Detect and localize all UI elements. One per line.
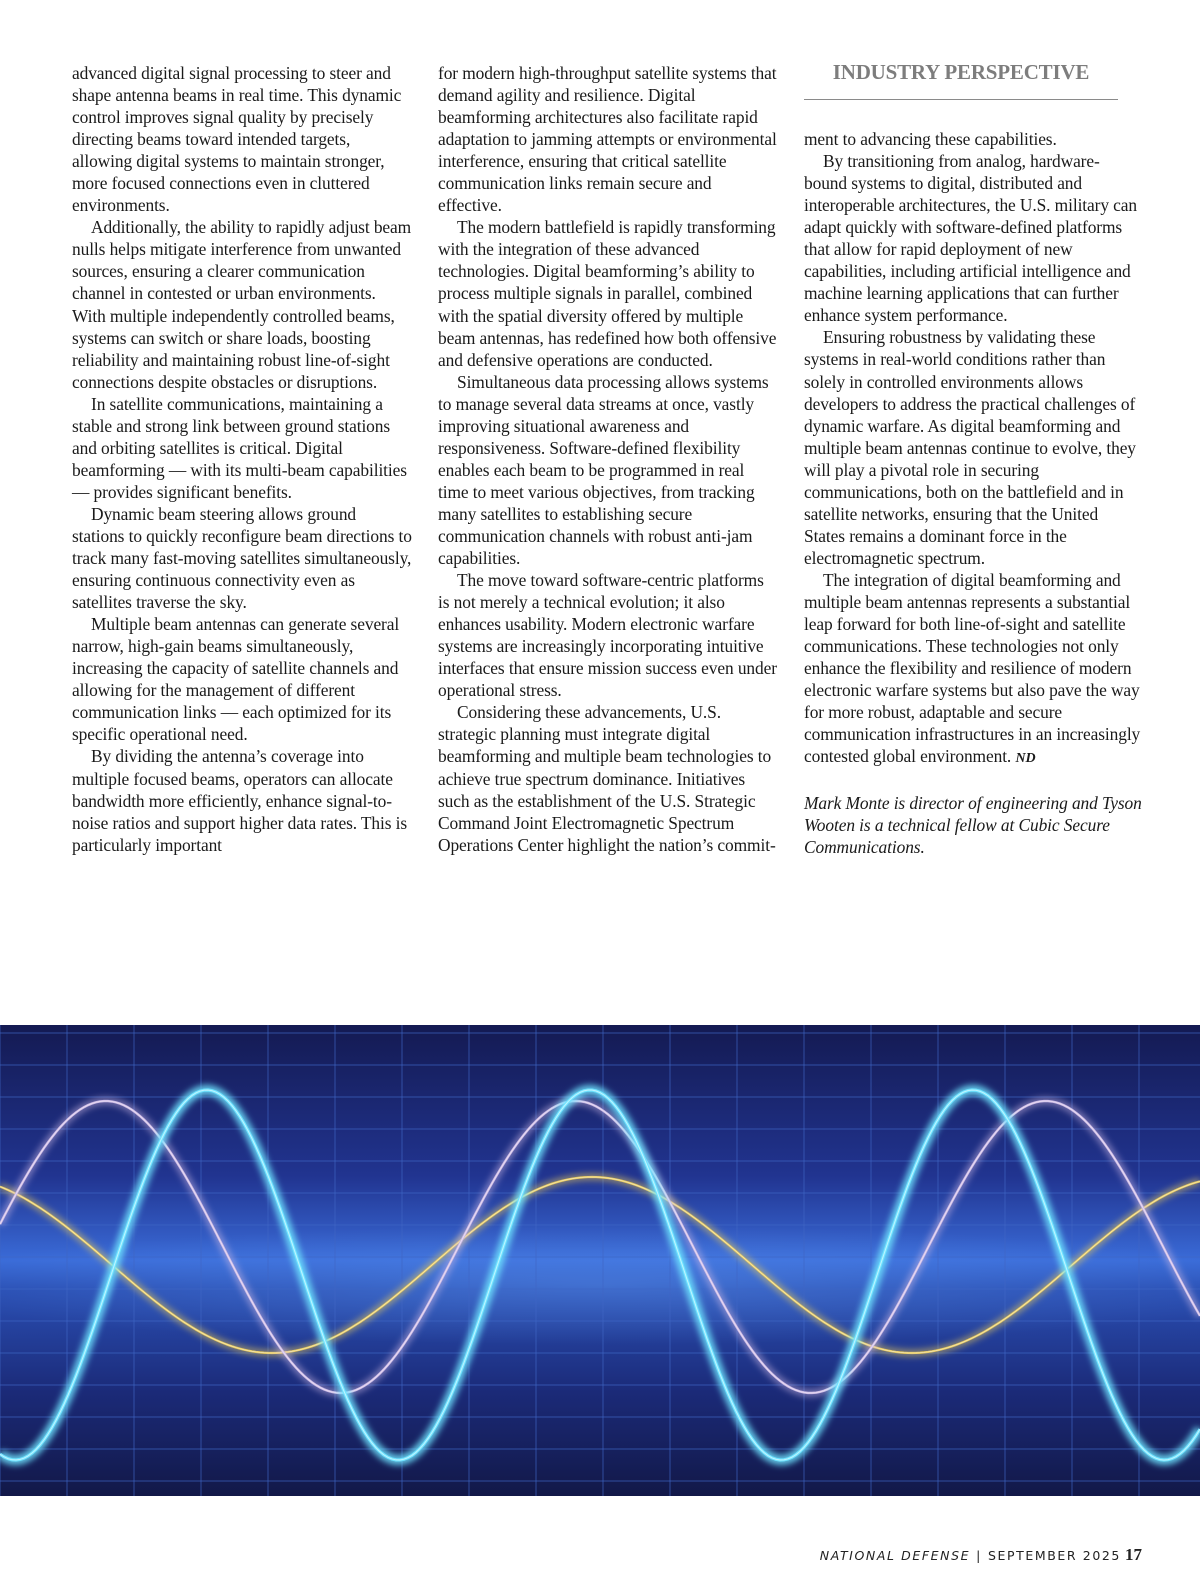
page-number: 17 [1125, 1545, 1142, 1564]
paragraph: advanced digital signal processing to steer and shape antenna beams in real time. This dynamic control improves signal quality by precisely directing beams toward intended targets, allowing digital systems to maintain stronger, more focused connections even in cluttered environments. [72, 63, 402, 216]
publication-name: NATIONAL DEFENSE [819, 1548, 971, 1563]
paragraph: Multiple beam antennas can generate several narrow, high-gain beams simultaneously, increasing the capacity of satellite channels and allowing for the management of different communication links — each optimized for its specific operational need. [72, 614, 400, 745]
end-mark: ND [1015, 751, 1036, 767]
paragraph-text: The integration of digital beamforming and multiple beam antennas represents a substantial leap forward for both line-of-sight and satellite communications. These technologies not only enhance the flexibility and resilience of modern electronic warfare systems but also pave the way for more robust, adaptable and secure communication infrastructures in an increasingly contested global environment. [804, 569, 1141, 767]
section-label: INDUSTRY PERSPECTIVE [832, 60, 1090, 84]
paragraph: Dynamic beam steering allows ground stations to quickly reconfigure beam directions to track many fast-moving satellites simultaneously, ensuring continuous connectivity even as satellites traverse the sky. [72, 503, 412, 613]
paragraph: Additionally, the ability to rapidly adjust beam nulls helps mitigate interference from unwanted sources, ensuring a clearer communication channel in contested or urban environments. With multiple independently controlled beams, systems can switch or share loads, boosting reliability and maintaining robust line-of-sight connections despite obstacles or disruptions. [72, 217, 412, 392]
paragraph: The move toward software-centric platforms is not merely a technical evolution; it also enhances usability. Modern electronic warfare systems are increasingly incorporating intuitive interfaces that ensure mission success even under operational stress. [438, 570, 777, 701]
paragraph: The modern battlefield is rapidly transforming with the integration of these advanced technologies. Digital beamforming’s ability to process multiple signals in parallel, combined with the spatial diversity offered by multiple beam antennas, has redefined how both offensive and defensive operations are conducted. [438, 217, 777, 370]
paragraph: for modern high-throughput satellite systems that demand agility and resilience. Digital beamforming architectures also facilitate rapid adaptation to jamming attempts or environmental interference, ensuring that critical satellite communication links remain secure and effective. [438, 63, 777, 216]
paragraph: ment to advancing these capabilities. [804, 129, 1057, 149]
paragraph: By transitioning from analog, hardware-bound systems to digital, distributed and interoperable architectures, the U.S. military can adapt quickly with software-defined platforms that allow for rapid deployment of new capabilities, including artificial intelligence and machine learning applications that can further enhance system performance. [804, 151, 1138, 326]
paragraph: Simultaneous data processing allows systems to manage several data streams at once, vastly improving situational awareness and responsiveness. Software-defined flexibility enables each beam to be programmed in real time to meet various objectives, from tracking many satellites to establishing secure communication channels with robust anti-jam capabilities. [438, 371, 769, 569]
illustration-glow [0, 1225, 1200, 1345]
footer-separator: | [976, 1548, 982, 1563]
article-column-3 [804, 128, 1142, 859]
paragraph: In satellite communications, maintaining a stable and strong link between ground stations and orbiting satellites is critical. Digital beamforming — with its multi-beam capabilities — provides significant benefits. [72, 393, 407, 502]
article-column-2 [438, 62, 778, 856]
issue-date: SEPTEMBER 2025 [987, 1548, 1121, 1563]
paragraph: By dividing the antenna’s coverage into multiple focused beams, operators can allocate bandwidth more efficiently, enhance signal-to-noise ratios and support higher data rates. This is particularly important [72, 746, 408, 855]
article-column-1 [72, 62, 412, 856]
section-divider [804, 99, 1118, 100]
page-footer [820, 1545, 1142, 1565]
paragraph: Ensuring robustness by validating these systems in real-world conditions rather than solely in controlled environments allows developers to address the practical challenges of dynamic warfare. As digital beamforming and multiple beam antennas continue to evolve, they will play a pivotal role in securing communications, both on the battlefield and in satellite networks, ensuring that the United States remains a dominant force in the electromagnetic spectrum. [804, 327, 1136, 568]
paragraph [804, 569, 1142, 770]
author-bio: Mark Monte is director of engineering and Tyson Wooten is a technical fellow at Cubic Secure Communications. [804, 793, 1142, 858]
paragraph: Considering these advancements, U.S. strategic planning must integrate digital beamforming and multiple beam technologies to achieve true spectrum dominance. Initiatives such as the establishment of the U.S. Strategic Command Joint Electromagnetic Spectrum Operations Center highlight the nation’s commit- [438, 702, 776, 855]
sine-wave-illustration [0, 1025, 1200, 1496]
